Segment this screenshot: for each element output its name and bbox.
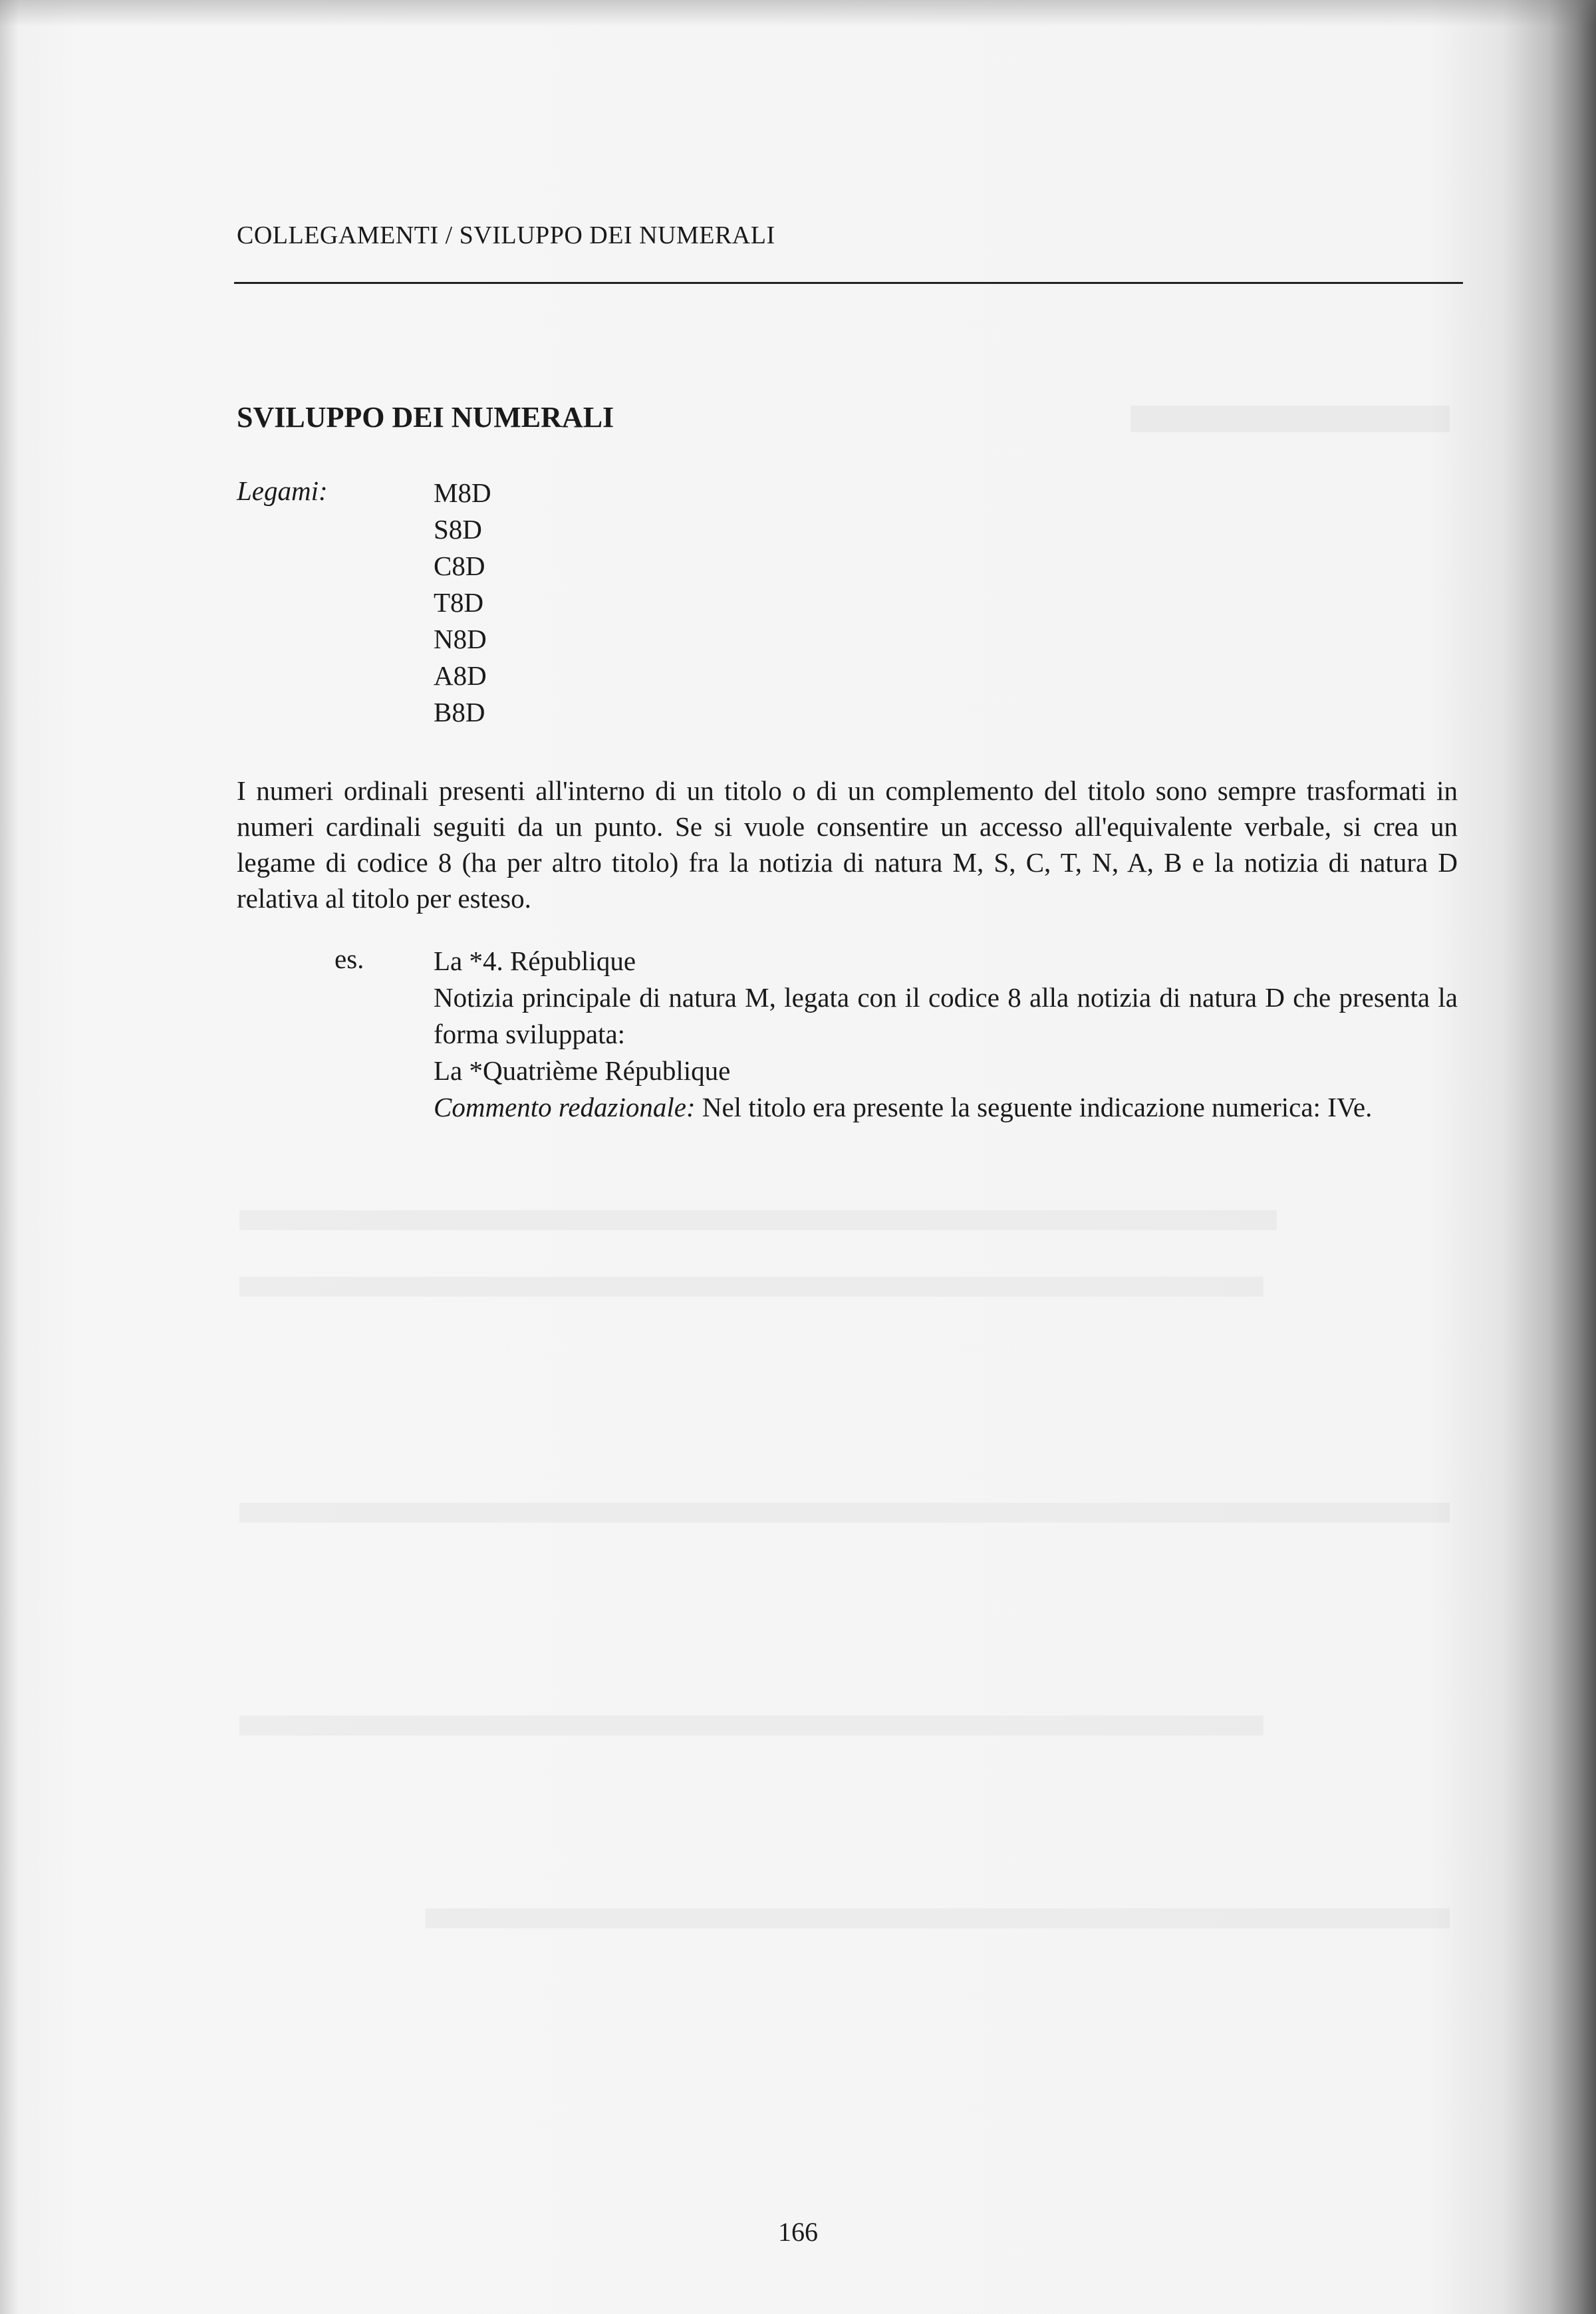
page-number: 166 bbox=[778, 2217, 818, 2247]
show-through-decoration bbox=[1130, 406, 1450, 432]
legami-code: N8D bbox=[434, 624, 487, 654]
example-title: La *4. République bbox=[434, 946, 636, 976]
show-through-decoration bbox=[239, 1277, 1264, 1297]
example-comment bbox=[434, 1089, 1458, 1126]
comment-text: Nel titolo era presente la seguente indicazione numerica: IVe. bbox=[695, 1092, 1373, 1122]
show-through-decoration bbox=[239, 1503, 1450, 1523]
legami-code-list bbox=[434, 475, 491, 731]
legami-code: A8D bbox=[434, 660, 487, 691]
example-note: Notizia principale di natura M, legata con il codice 8 alla notizia di natura D che presenta la forma sviluppata: bbox=[434, 982, 1458, 1049]
header-rule bbox=[234, 282, 1463, 284]
legami-code: B8D bbox=[434, 697, 485, 727]
show-through-decoration bbox=[239, 1210, 1277, 1230]
example-developed-form: La *Quatrième République bbox=[434, 1055, 731, 1086]
legami-code: S8D bbox=[434, 514, 482, 545]
legami-code: C8D bbox=[434, 551, 485, 581]
body-paragraph: I numeri ordinali presenti all'interno di un titolo o di un complemento del titolo sono sempre trasformati in numeri cardinali seguiti da un punto. Se si vuole consentire un accesso all'equivalente verbale, si crea un legame di codice 8 (ha per altro titolo) fra la notizia di natura M, S, C, T, N, A, B e la notizia di natura D relativa al titolo per esteso. bbox=[237, 775, 1458, 914]
legami-code: T8D bbox=[434, 587, 484, 618]
scan-shadow bbox=[0, 0, 1596, 27]
example-block bbox=[434, 943, 1458, 1126]
section-title: SVILUPPO DEI NUMERALI bbox=[237, 401, 614, 434]
show-through-decoration bbox=[426, 1908, 1450, 1928]
legami-code: M8D bbox=[434, 477, 491, 508]
comment-label: Commento redazionale: bbox=[434, 1092, 696, 1122]
show-through-decoration bbox=[239, 1716, 1264, 1736]
example-label: es. bbox=[334, 944, 364, 974]
running-head: COLLEGAMENTI / SVILUPPO DEI NUMERALI bbox=[237, 221, 775, 249]
legami-label: Legami: bbox=[237, 475, 328, 506]
